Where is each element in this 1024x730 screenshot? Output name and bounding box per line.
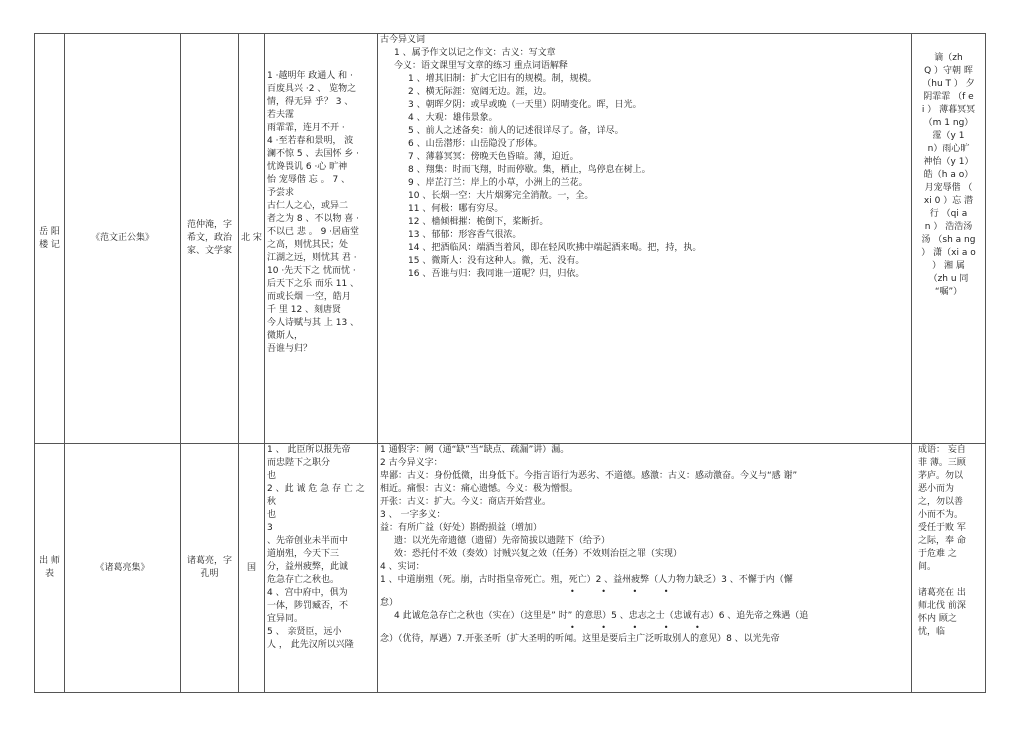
collection-cell: 《诸葛亮集》 bbox=[65, 444, 181, 693]
text-line: 菲 薄。三顾 bbox=[918, 458, 966, 468]
title-cell: 出 师 表 bbox=[35, 444, 65, 693]
text-line: 谪（zh bbox=[934, 53, 963, 63]
text-line: 吾谁与归？ bbox=[267, 344, 313, 354]
author-cell: 诸葛亮，字孔明 bbox=[181, 444, 239, 693]
extra-list bbox=[914, 52, 983, 425]
note-line: 效：恐托付不效（奏效）讨贼兴复之效（任务）不效则治臣之罪（实现） bbox=[394, 549, 683, 559]
note-line: 14 、把酒临风：端酒当着风，即在轻风吹拂中端起酒来喝。把，持，执。 bbox=[408, 243, 702, 253]
text-line: 师北伐 前深 bbox=[918, 601, 966, 611]
text-line: （zh u 同 bbox=[928, 274, 969, 284]
note-line: 13 、郁郁：形容香气很浓。 bbox=[408, 230, 522, 240]
note-line: 1 、增其旧制：扩大它旧有的规模。制，规模。 bbox=[408, 74, 597, 84]
text-line: 道崩殂，今天下三 bbox=[267, 549, 340, 559]
text-line: （hu T ） 夕 bbox=[922, 79, 975, 89]
text-line: 而或长烟 一空，皓月 bbox=[267, 292, 351, 302]
note-line: 遗：以光先帝遗德（遗留）先帝简拔以遗陛下（给予） bbox=[394, 536, 611, 546]
text-line: 皓（h a o） bbox=[923, 170, 974, 180]
text-line: 而忠陛下之职分 bbox=[267, 458, 331, 468]
text-line: 之际，奉 命 bbox=[918, 536, 966, 546]
text-line: 江湖之远，则忧其 君 · bbox=[267, 253, 357, 263]
note-line: 2 古今异义字： bbox=[380, 458, 443, 468]
note-line: 卑鄙：古义：身份低微，出身低下。今指言语行为恶劣、不道德。感激：古义：感动激奋。今义与“感 谢” bbox=[380, 471, 798, 481]
text-line: ） 湘 属 bbox=[932, 261, 965, 271]
text-line: 若夫霪 bbox=[267, 110, 295, 120]
text-line: 者之为 8 、不以物 喜 · bbox=[267, 214, 360, 224]
note-line: 12 、樯倾楫摧：桅倒下，桨断折。 bbox=[408, 217, 549, 227]
text-line: 2 、此 诚 危 急 存 亡 之 bbox=[267, 484, 365, 494]
note-line: 4 、实词： bbox=[380, 562, 425, 572]
text-line bbox=[918, 574, 983, 587]
text-line: i ） 薄暮冥冥 bbox=[921, 105, 976, 115]
text-line: 千 里 12 、刻唐贤 bbox=[267, 305, 342, 315]
text-line: 诸葛亮在 出 bbox=[918, 588, 966, 598]
collection-cell: 《范文正公集》 bbox=[65, 34, 181, 444]
notes-list bbox=[380, 34, 909, 407]
text-line: 雨霏霏，连月不开 · bbox=[267, 123, 345, 133]
text-line: 5 、 亲贤臣，远小 bbox=[267, 627, 342, 637]
note-line: 6 、山岳潜形：山岳隐没了形体。 bbox=[408, 139, 543, 149]
dynasty-cell: 北 宋 bbox=[239, 34, 265, 444]
note-line: 7 、薄暮冥冥：傍晚天色昏暗。薄，迫近。 bbox=[408, 152, 579, 162]
sentences-cell bbox=[265, 444, 378, 693]
note-line: 11 、何极：哪有穷尽。 bbox=[408, 204, 504, 214]
text-line: 茅庐。勿以 bbox=[918, 471, 964, 481]
text-line: 10 ·先天下之 忧而忧 · bbox=[267, 266, 356, 276]
title-cell: 岳 阳 楼 记 bbox=[35, 34, 65, 444]
text-line: 一体，陟罚臧否，不 bbox=[267, 601, 349, 611]
text-line: 古仁人之心，或异二 bbox=[267, 201, 349, 211]
text-line: Q ）守朝 晖 bbox=[924, 66, 973, 76]
note-line: • • • • • bbox=[570, 623, 712, 632]
text-line: 神怡（y 1） bbox=[923, 157, 974, 167]
note-line: 16 、吾谁与归：我同谁一道呢？归，归依。 bbox=[408, 269, 585, 279]
text-line: 也 bbox=[267, 510, 277, 520]
text-line: 受任于败 军 bbox=[918, 523, 966, 533]
text-line: 忧谗畏讥 6 ·心 旷神 bbox=[267, 162, 348, 172]
text-line: 也 bbox=[267, 471, 277, 481]
text-line: 怡 宠辱偕 忘 。 7 、 bbox=[267, 175, 351, 185]
text-line: 澜不惊 5 、去国怀 乡 · bbox=[267, 149, 360, 159]
note-line: 古今异义词 bbox=[380, 35, 426, 45]
note-line: 怠） bbox=[380, 598, 399, 608]
note-line: 今义：语文课里写文章的练习 重点词语解释 bbox=[394, 61, 568, 71]
text-line: 于危难 之 bbox=[918, 549, 957, 559]
author-cell: 范仲淹，字希文，政治家、文学家 bbox=[181, 34, 239, 444]
notes-cell bbox=[378, 444, 912, 693]
text-line: 不以已 悲 。 9 ·居庙堂 bbox=[267, 227, 360, 237]
extra-list bbox=[914, 444, 983, 692]
text-line: 予尝求 bbox=[267, 188, 295, 198]
text-line: 今人诗赋与其 上 13 、 bbox=[267, 318, 360, 328]
table-row bbox=[35, 444, 986, 693]
notes-list bbox=[380, 444, 909, 692]
note-line: 相近。痛恨：古义：痛心遗憾。今义：极为憎恨。 bbox=[380, 484, 579, 494]
note-line: 1 、中道崩殂（死。崩，古时指皇帝死亡。殂，死亡）2 、益州疲弊（人力物力缺乏）3 、不懈于内（懈 bbox=[380, 575, 793, 585]
text-line: 分，益州疲弊，此诚 bbox=[267, 562, 349, 572]
note-line: 开张：古义：扩大。今义：商店开始营业。 bbox=[380, 497, 552, 507]
text-line: “嘱”） bbox=[934, 287, 963, 297]
sentence-list bbox=[267, 444, 375, 692]
table-row bbox=[35, 34, 986, 444]
note-line: 8 、翔集：时而飞翔，时而停歇。集，栖止，鸟停息在树上。 bbox=[408, 165, 651, 175]
text-line: 1 、 此臣所以报先帝 bbox=[267, 445, 351, 455]
note-line: 2 、横无际涯：宽阔无边。涯，边。 bbox=[408, 87, 552, 97]
text-line: 危急存亡之秋也。 bbox=[267, 575, 340, 585]
text-line: 百废具兴 ·2 、 览物之 bbox=[267, 84, 357, 94]
text-line: 恶小而为 bbox=[918, 484, 955, 494]
text-line: 霪（y 1 bbox=[932, 131, 965, 141]
notes-cell bbox=[378, 34, 912, 444]
note-line: 15 、微斯人：没有这种人。微，无、没有。 bbox=[408, 256, 585, 266]
sentences-cell bbox=[265, 34, 378, 444]
text-line: 、先帝创业未半而中 bbox=[267, 536, 349, 546]
text-line: 月宠辱偕 （ bbox=[924, 183, 973, 193]
text-line: 微斯人， bbox=[267, 331, 304, 341]
text-line: 怀内 顾之 bbox=[918, 614, 957, 624]
dynasty-cell: 国 bbox=[239, 444, 265, 693]
extra-cell bbox=[912, 444, 986, 693]
note-line: 4 、大观：雄伟景象。 bbox=[408, 113, 498, 123]
note-line: 5 、前人之述备矣：前人的记述很详尽了。备，详尽。 bbox=[408, 126, 624, 136]
text-line: 阴霏霏 （f e bbox=[923, 92, 974, 102]
note-line: 10 、长烟一空：大片烟雾完全消散。一，全。 bbox=[408, 191, 594, 201]
text-line: 间。 bbox=[918, 562, 937, 572]
text-line: 4 、宫中府中，俱为 bbox=[267, 588, 348, 598]
note-line: 3 、 一字多义： bbox=[380, 510, 446, 520]
text-line: 之，勿以善 bbox=[918, 497, 964, 507]
literature-table bbox=[34, 33, 986, 693]
text-line: 人 ， 此先汉所以兴隆 bbox=[267, 640, 354, 650]
text-line: 之高，则忧其民；处 bbox=[267, 240, 349, 250]
text-line: 行 （qi a bbox=[929, 209, 968, 219]
note-line: 1 通假字：阙（通“缺”当“缺点、疏漏”讲）漏。 bbox=[380, 445, 570, 455]
text-line: ） 潇（xi a o bbox=[921, 248, 976, 258]
text-line: 1 ·越明年 政通人 和 · bbox=[267, 71, 353, 81]
note-line: 9 、岸芷汀兰：岸上的小草，小洲上的兰花。 bbox=[408, 178, 588, 188]
text-line: 忧，临 bbox=[918, 627, 946, 637]
text-line: 3 bbox=[267, 523, 273, 533]
text-line: 小而不为。 bbox=[918, 510, 964, 520]
extra-cell bbox=[912, 34, 986, 444]
note-line: 益：有所广益（好处）斟酌损益（增加） bbox=[380, 523, 543, 533]
sentence-list bbox=[267, 34, 375, 443]
text-line: 4 ·至若春和景明， 波 bbox=[267, 136, 354, 146]
text-line: （m 1 ng） bbox=[923, 118, 974, 128]
note-line: 念）（优待，厚遇）7.开张圣听（扩大圣明的听闻。这里是要后主广泛听取别人的意见）8 、以光先帝 bbox=[380, 634, 780, 644]
text-line: 成语： 妄自 bbox=[918, 445, 966, 455]
note-line: 3 、朝晖夕阴：或早或晚（一天里）阴晴变化。晖，日光。 bbox=[408, 100, 642, 110]
note-line: 1 、属予作文以记之作文：古义：写文章 bbox=[394, 48, 556, 58]
note-line: 4 此诚危急存亡之秋也（实在）（这里是” 时” 的意思）5 、忠志之士（忠诚有志）6 、追先帝之殊遇（追 bbox=[394, 611, 809, 621]
text-line: 情，得无异 乎？ 3 、 bbox=[267, 97, 354, 107]
note-line: • • • • bbox=[570, 587, 681, 596]
text-line: 后天下之乐 而乐 11 、 bbox=[267, 279, 360, 289]
text-line: n）雨心旷 bbox=[927, 144, 970, 154]
text-line: 汤 （sh a ng bbox=[921, 235, 976, 245]
text-line: n ） 浩浩汤 bbox=[924, 222, 973, 232]
text-line: xi 0 ）忘 潜 bbox=[923, 196, 974, 206]
text-line: 宜异同。 bbox=[267, 614, 304, 624]
text-line: 秋 bbox=[267, 497, 277, 507]
